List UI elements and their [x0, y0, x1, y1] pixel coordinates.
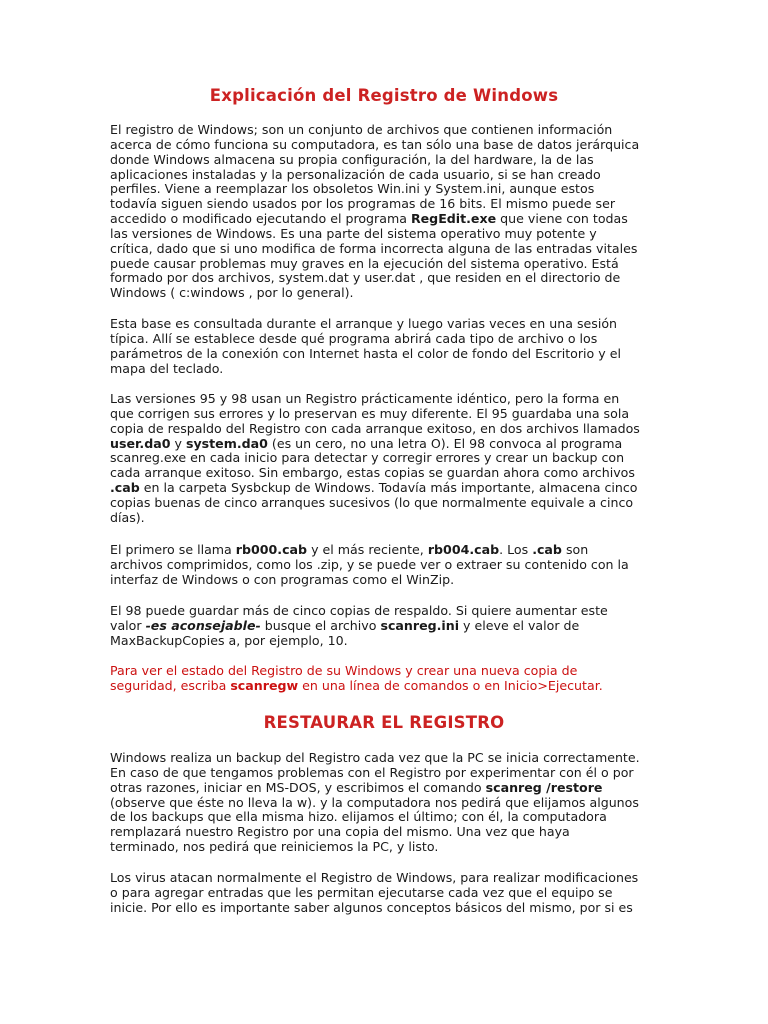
bold-text: scanreg /restore	[485, 779, 603, 795]
text-run: cada arranque exitoso. Sin embargo, estas copias se guardan ahora como archivos	[110, 465, 635, 481]
text-line	[110, 286, 658, 301]
text-line	[110, 481, 658, 496]
text-run: crítica, dado que si uno modifica de forma incorrecta alguna de las entradas vitales	[110, 240, 638, 256]
text-line	[110, 332, 658, 347]
bold-text: user.da0	[110, 435, 171, 451]
text-run: y	[170, 435, 186, 451]
text-run: valor	[110, 617, 146, 633]
text-run: y el más reciente,	[307, 542, 428, 557]
text-run: inicie. Por ello es importante saber algunos conceptos básicos del mismo, por si es	[110, 899, 633, 915]
text-run: que corrigen sus errores y lo preservan es muy diferente. El 95 guardaba una sola	[110, 405, 630, 421]
text-line	[110, 271, 658, 286]
text-run: copia de respaldo del Registro con cada arranque exitoso, en dos archivos llamados	[110, 420, 640, 436]
bold-text: RegEdit.exe	[410, 211, 497, 227]
text-line	[110, 496, 658, 511]
bold-text: rb004.cab	[427, 542, 500, 557]
text-line	[110, 679, 658, 694]
text-run: perfiles. Viene a reemplazar los obsoletos Win.ini y System.ini, aunque estos	[110, 181, 595, 197]
text-line	[110, 766, 658, 781]
text-line	[110, 197, 658, 212]
text-line	[110, 604, 658, 619]
text-run: MaxBackupCopies a, por ejemplo, 10.	[110, 632, 348, 648]
text-line	[110, 634, 658, 649]
text-run: interfaz de Windows o con programas como el WinZip.	[110, 571, 455, 587]
text-run: en la carpeta Sysbckup de Windows. Todavía más importante, almacena cinco	[139, 480, 638, 496]
text-run: El primero se llama	[110, 542, 236, 557]
text-run: terminado, nos pedirá que reiniciemos la PC, y listo.	[110, 839, 439, 855]
text-line	[110, 901, 658, 916]
text-run: scanreg.exe en cada inicio para detectar y corregir errores y crear un backup con	[110, 450, 625, 466]
text-run: típica. Allí se establece desde qué programa abrirá cada tipo de archivo o los	[110, 330, 598, 346]
text-run: copias buenas de cinco arranques sucesivos (lo que normalmente equivale a cinco	[110, 494, 634, 510]
text-run: son	[561, 542, 589, 557]
text-line	[110, 437, 658, 452]
text-line	[110, 407, 658, 422]
paragraph-scanregw-note	[110, 664, 658, 694]
text-line	[110, 123, 658, 138]
text-run: Windows ( c:windows , por lo general).	[110, 285, 354, 301]
text-line	[110, 871, 658, 886]
paragraph-viruses	[110, 871, 658, 916]
text-run: accedido o modificado ejecutando el programa	[110, 211, 411, 227]
section-title-restore: RESTAURAR EL REGISTRO	[263, 713, 505, 732]
text-line	[110, 451, 658, 466]
text-line	[110, 543, 658, 558]
text-run: y eleve el valor de	[459, 617, 580, 633]
text-line	[110, 317, 658, 332]
text-line	[110, 212, 658, 227]
bold-text: scanregw	[230, 677, 299, 693]
text-line	[110, 558, 658, 573]
text-run: busque el archivo	[260, 617, 381, 633]
text-line	[110, 257, 658, 272]
text-run: seguridad, escriba	[110, 677, 231, 693]
text-run: puede causar problemas muy graves en la ejecución del sistema operativo. Está	[110, 255, 619, 271]
paragraph-usage	[110, 317, 658, 376]
text-run: Las versiones 95 y 98 usan un Registro prácticamente idéntico, pero la forma en	[110, 391, 620, 406]
text-line	[110, 664, 658, 679]
text-run: Para ver el estado del Registro de su Windows y crear una nueva copia de	[110, 663, 578, 678]
text-line	[110, 138, 658, 153]
text-run: El 98 puede guardar más de cinco copias de respaldo. Si quiere aumentar este	[110, 603, 608, 618]
text-run: otras razones, iniciar en MS-DOS, y escribimos el comando	[110, 779, 486, 795]
text-run: en una línea de comandos o en Inicio>Ejecutar.	[298, 677, 603, 693]
paragraph-restore	[110, 751, 658, 855]
text-run: días).	[110, 509, 145, 525]
text-line	[110, 511, 658, 526]
document-title: Explicación del Registro de Windows	[209, 86, 559, 105]
text-line	[110, 168, 658, 183]
bold-text: scanreg.ini	[380, 617, 460, 633]
text-line	[110, 392, 658, 407]
text-run: parámetros de la conexión con Internet hasta el color de fondo del Escritorio y el	[110, 345, 621, 361]
text-line	[110, 466, 658, 481]
text-line	[110, 182, 658, 197]
text-run: o para agregar entradas que les permitan ejecutarse cada vez que el equipo se	[110, 884, 613, 900]
text-run: Windows realiza un backup del Registro cada vez que la PC se inicia correctamente.	[110, 750, 640, 765]
text-line	[110, 227, 658, 242]
text-run: remplazará nuestro Registro por una copia del mismo. Una vez que haya	[110, 824, 570, 840]
text-run: Los virus atacan normalmente el Registro de Windows, para realizar modificaciones	[110, 870, 639, 885]
paragraph-backup-copies	[110, 604, 658, 649]
text-line	[110, 825, 658, 840]
text-line	[110, 242, 658, 257]
paragraph-versions	[110, 392, 658, 526]
paragraph-cab-files	[110, 543, 658, 588]
bold-text: system.da0	[185, 435, 268, 451]
bold-text: rb000.cab	[235, 542, 308, 557]
text-run: aplicaciones instaladas y la personalización de cada usuario, si se han creado	[110, 166, 601, 182]
text-run: Esta base es consultada durante el arranque y luego varias veces en una sesión	[110, 316, 618, 331]
text-run: En caso de que tengamos problemas con el Registro por experimentar con él o por	[110, 764, 634, 780]
text-run: de los backups que ella misma hizo. elijamos el último; con él, la computadora	[110, 809, 607, 825]
text-line	[110, 751, 658, 766]
text-run: todavía siguen siendo usados por los programas de 16 bits. El mismo puede ser	[110, 196, 615, 212]
text-run: acerca de cómo funciona su computadora, es tan sólo una base de datos jerárquica	[110, 136, 640, 152]
text-run: donde Windows almacena su propia configuración, la del hardware, la de las	[110, 151, 594, 167]
text-line	[110, 573, 658, 588]
text-run: mapa del teclado.	[110, 360, 224, 376]
text-line	[110, 347, 658, 362]
text-line	[110, 362, 658, 377]
text-run: que viene con todas	[496, 211, 628, 227]
bold-text: -es aconsejable-	[145, 617, 261, 633]
text-run: las versiones de Windows. Es una parte del sistema operativo muy potente y	[110, 225, 597, 241]
text-line	[110, 886, 658, 901]
text-line	[110, 810, 658, 825]
bold-text: .cab	[110, 480, 140, 496]
text-line	[110, 840, 658, 855]
text-run: (es un cero, no una letra O). El 98 convoca al programa	[267, 435, 623, 451]
text-run: El registro de Windows; son un conjunto de archivos que contienen información	[110, 122, 613, 137]
text-line	[110, 422, 658, 437]
text-line	[110, 153, 658, 168]
text-line	[110, 781, 658, 796]
text-line	[110, 619, 658, 634]
text-run: archivos comprimidos, como los .zip, y se puede ver o extraer su contenido con la	[110, 556, 629, 572]
text-run: (observe que éste no lleva la w). y la computadora nos pedirá que elijamos algunos	[110, 794, 639, 810]
text-run: formado por dos archivos, system.dat y user.dat , que residen en el directorio de	[110, 270, 621, 286]
bold-text: .cab	[532, 542, 562, 557]
paragraph-intro	[110, 123, 658, 301]
text-line	[110, 796, 658, 811]
text-run: . Los	[499, 542, 533, 557]
